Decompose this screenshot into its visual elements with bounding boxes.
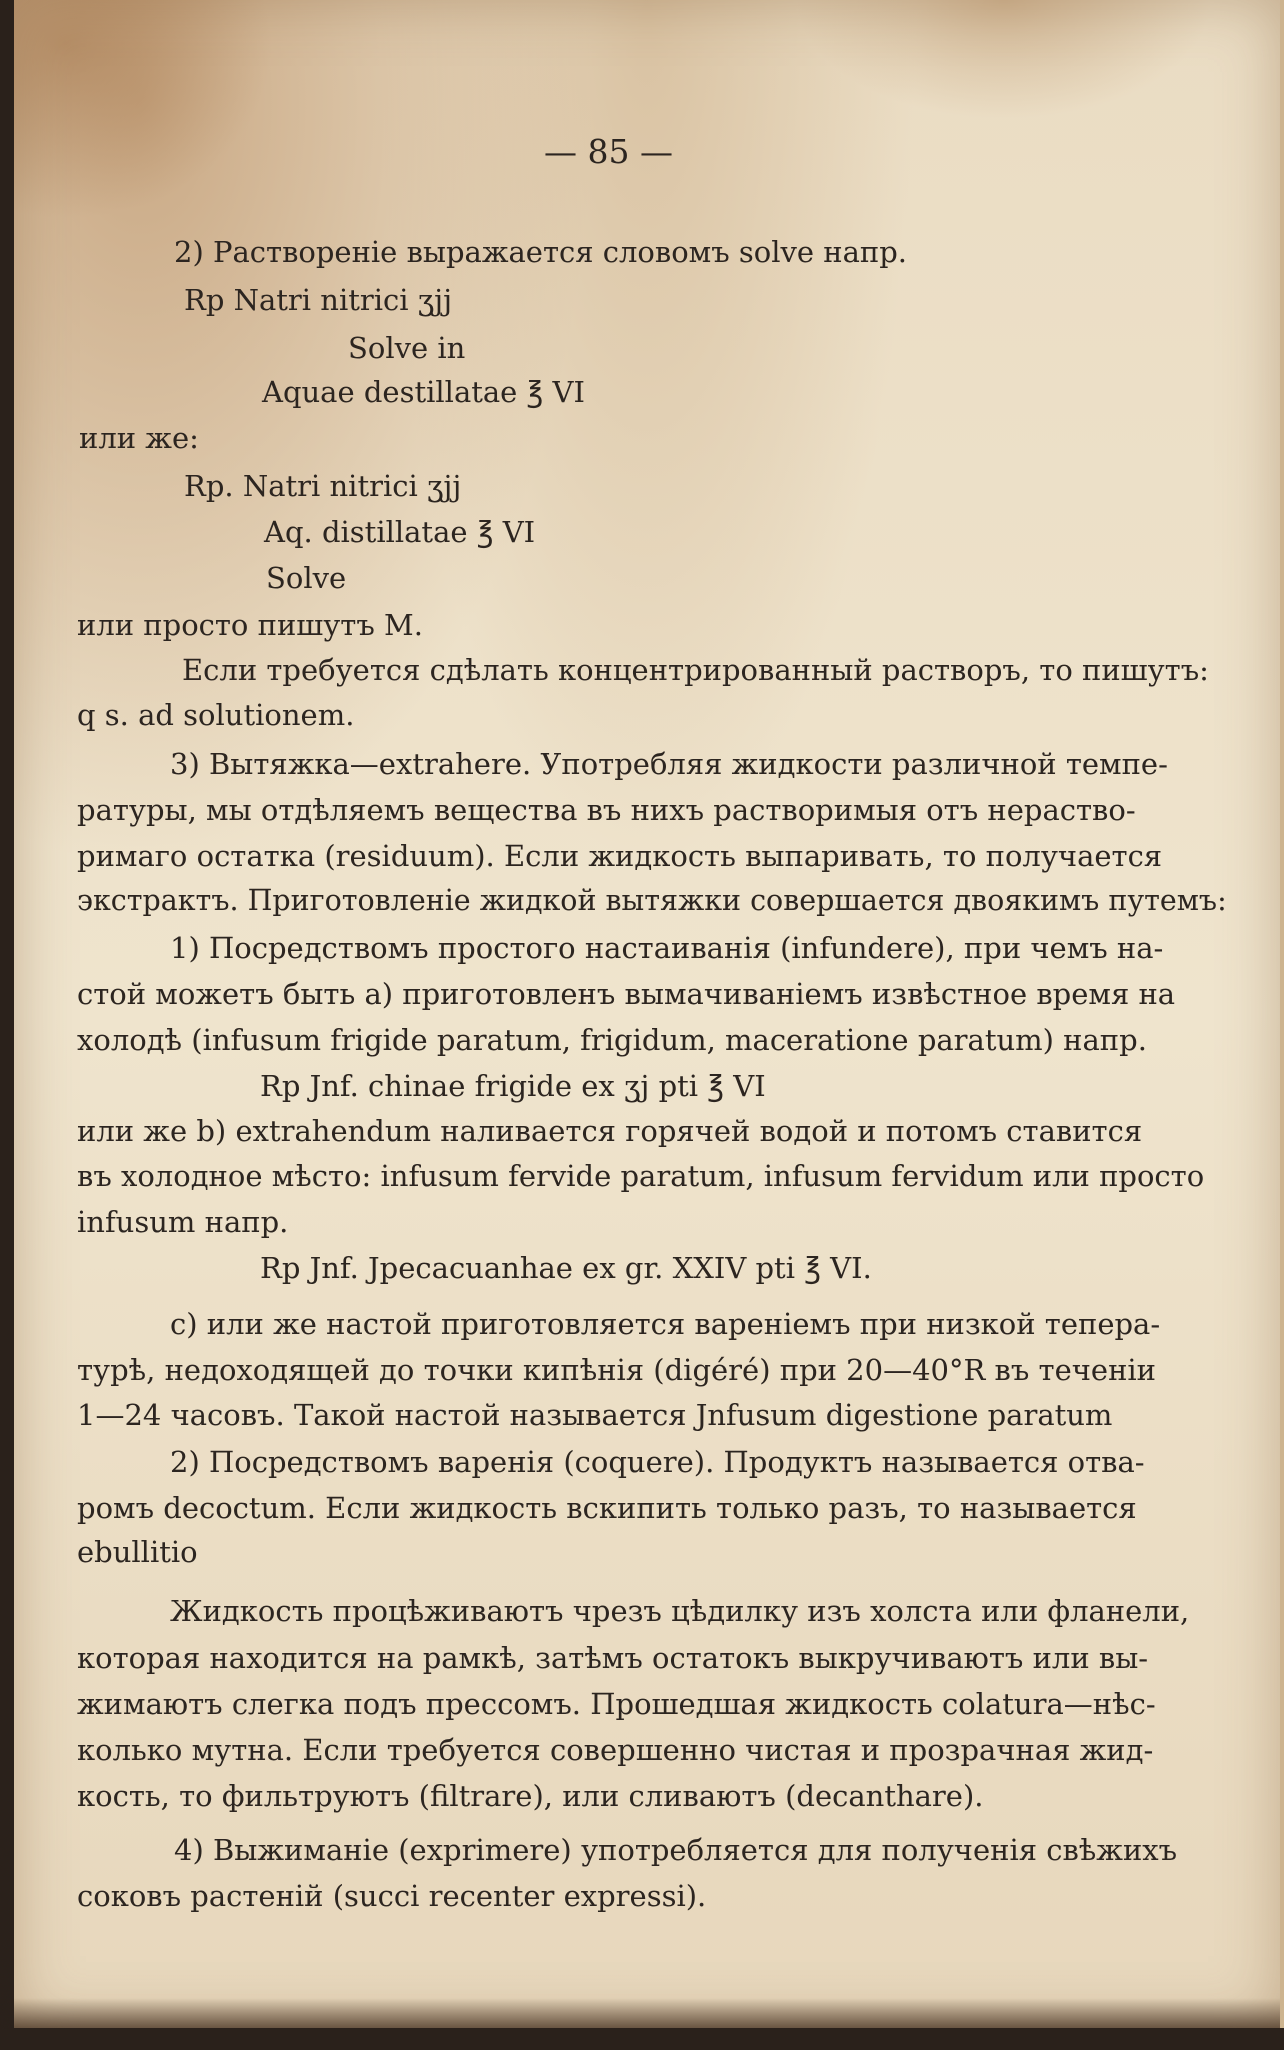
page-stain [794,0,1214,120]
text-line: infusum напр. [77,1205,289,1239]
text-line: q s. ad solutionem. [77,698,355,732]
text-line: 4) Выжиманiе (exprimere) употребляется для полученiя свѣжихъ [174,1833,1178,1867]
text-line: Rp Jnf. Jpecacuanhae ex gr. XXIV pti ℥ VI. [260,1251,872,1285]
text-line: 1—24 часовъ. Такой настой называется Jnfusum digestione paratum [77,1398,1113,1432]
text-line: Rp Jnf. chinae frigide ex ʒj pti ℥ VI [260,1069,766,1103]
text-line: ратуры, мы отдѣляемъ вещества въ нихъ растворимыя отъ нераство- [77,793,1136,827]
text-line: или же b) extrahendum наливается горячей водой и потомъ ставится [77,1114,1143,1148]
text-line: римаго остатка (residuum). Если жидкость выпаривать, то получается [77,839,1163,873]
text-line: колько мутна. Если требуется совершенно чистая и прозрачная жид- [77,1733,1154,1767]
text-line: кость, то фильтруютъ (filtrare), или сливаютъ (decanthare). [77,1779,984,1813]
text-line: которая находится на рамкѣ, затѣмъ остатокъ выкручиваютъ или вы- [77,1641,1149,1675]
text-line: 1) Посредствомъ простого настаиванiя (infundere), при чемъ на- [170,931,1164,965]
text-line: или же: [79,421,199,455]
text-line: 2) Посредствомъ варенiя (coquere). Продуктъ называется отва- [170,1445,1145,1479]
text-line: Rp Natri nitrici ʒjj [184,283,453,317]
text-line: 2) Растворенiе выражается словомъ solve напр. [174,235,908,269]
text-line: c) или же настой приготовляется варенiемъ при низкой тепера- [170,1307,1161,1341]
page-edge-shadow [14,1998,1280,2028]
text-line: холодѣ (infusum frigide paratum, frigidum, maceratione paratum) напр. [77,1023,1147,1057]
book-page [14,0,1284,2028]
text-line: соковъ растенiй (succi recenter expressi). [77,1879,707,1913]
page-stain [14,0,274,220]
text-line: Aquae destillatae ℥ VI [262,375,585,409]
text-line: ромъ decoctum. Если жидкость вскипить только разъ, то называется [77,1491,1137,1525]
text-line: Aq. distillatae ℥ VI [264,515,536,549]
page-number: — 85 — [544,132,673,171]
text-line: въ холодное мѣсто: infusum fervide paratum, infusum fervidum или просто [77,1159,1205,1193]
text-line: Rp. Natri nitrici ʒjj [184,469,462,503]
text-line: жимаютъ слегка подъ прессомъ. Прошедшая жидкость colatura—нѣс- [77,1687,1156,1721]
text-line: Solve [266,561,347,595]
text-line: экстрактъ. Приготовленiе жидкой вытяжки совершается двоякимъ путемъ: [77,884,1227,917]
text-line: 3) Вытяжка—extrahere. Употребляя жидкости различной темпе- [170,747,1168,781]
text-line: Solve in [348,331,466,365]
text-line: турѣ, недоходящей до точки кипѣнiя (digéré) при 20—40°R въ теченiи [77,1353,1157,1387]
text-line: ebullitio [77,1535,198,1569]
text-line: Жидкость процѣживаютъ чрезъ цѣдилку изъ холста или фланели, [170,1594,1190,1628]
text-line: стой можетъ быть а) приготовленъ вымачиванiемъ извѣстное время на [77,977,1176,1011]
text-line: или просто пишутъ М. [77,608,423,642]
text-line: Если требуется сдѣлать концентрированный растворъ, то пишутъ: [182,653,1209,687]
